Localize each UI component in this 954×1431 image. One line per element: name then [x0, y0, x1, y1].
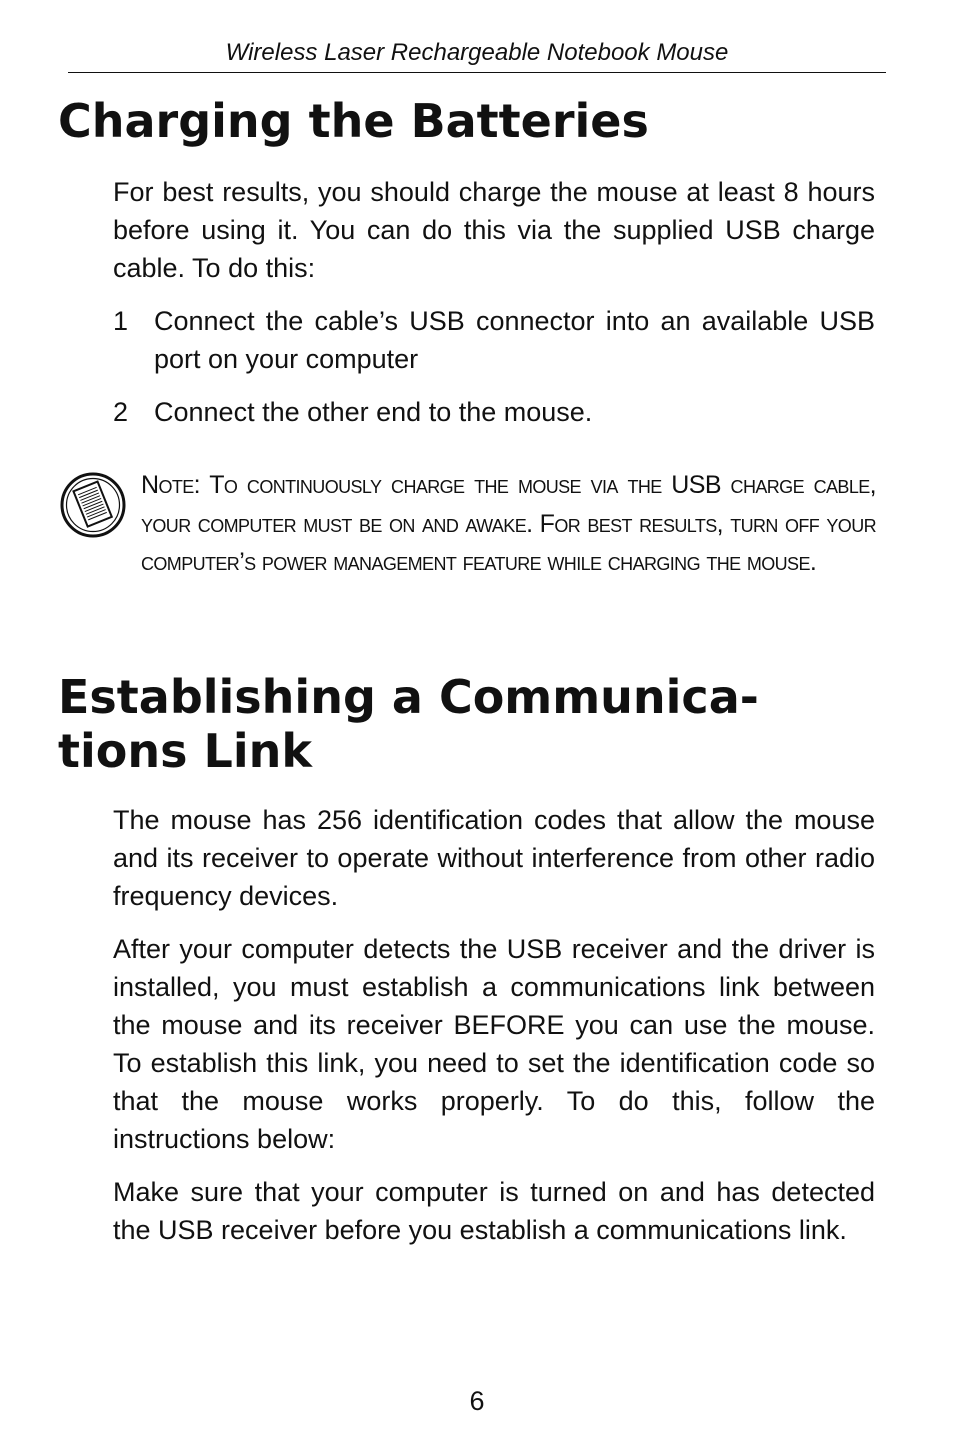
step-text: Connect the other end to the mouse.: [154, 397, 593, 427]
step-number: 1: [113, 306, 129, 336]
section-heading-communications-link: Establishing a Communica- tions Link: [58, 670, 759, 778]
step-number: 2: [113, 397, 129, 427]
page-number: 6: [469, 1386, 485, 1416]
section-heading-charging: Charging the Batteries: [58, 94, 649, 148]
list-item-step-1: [113, 302, 875, 378]
link-paragraph-1: The mouse has 256 identification codes that allow the mouse and its receiver to operate without interference from other radio frequency devices.: [113, 805, 875, 911]
list-item-step-2: [113, 393, 875, 431]
link-paragraph-3: Make sure that your computer is turned on and has detected the USB receiver before you establish a communications link.: [113, 1177, 875, 1245]
note-icon: [58, 470, 128, 540]
note-text: Note: To continuously charge the mouse via the USB charge cable, your computer must be on and awake. For best results, turn off your computer’s power management feature while charging the mouse.: [141, 471, 876, 576]
step-text: Connect the cable’s USB connector into an available USB port on your computer: [154, 306, 875, 374]
charging-intro-paragraph: For best results, you should charge the mouse at least 8 hours before using it. You can do this via the supplied USB charge cable. To do this:: [113, 177, 875, 283]
running-header: Wireless Laser Rechargeable Notebook Mouse: [225, 39, 729, 66]
header-rule: [68, 72, 886, 73]
link-paragraph-2: After your computer detects the USB receiver and the driver is installed, you must establish a communications link between the mouse and its receiver BEFORE you can use the mouse. To establish this link, you need to set the identification code so that the mouse works properly. To do this, follow the instructions below:: [113, 934, 875, 1154]
